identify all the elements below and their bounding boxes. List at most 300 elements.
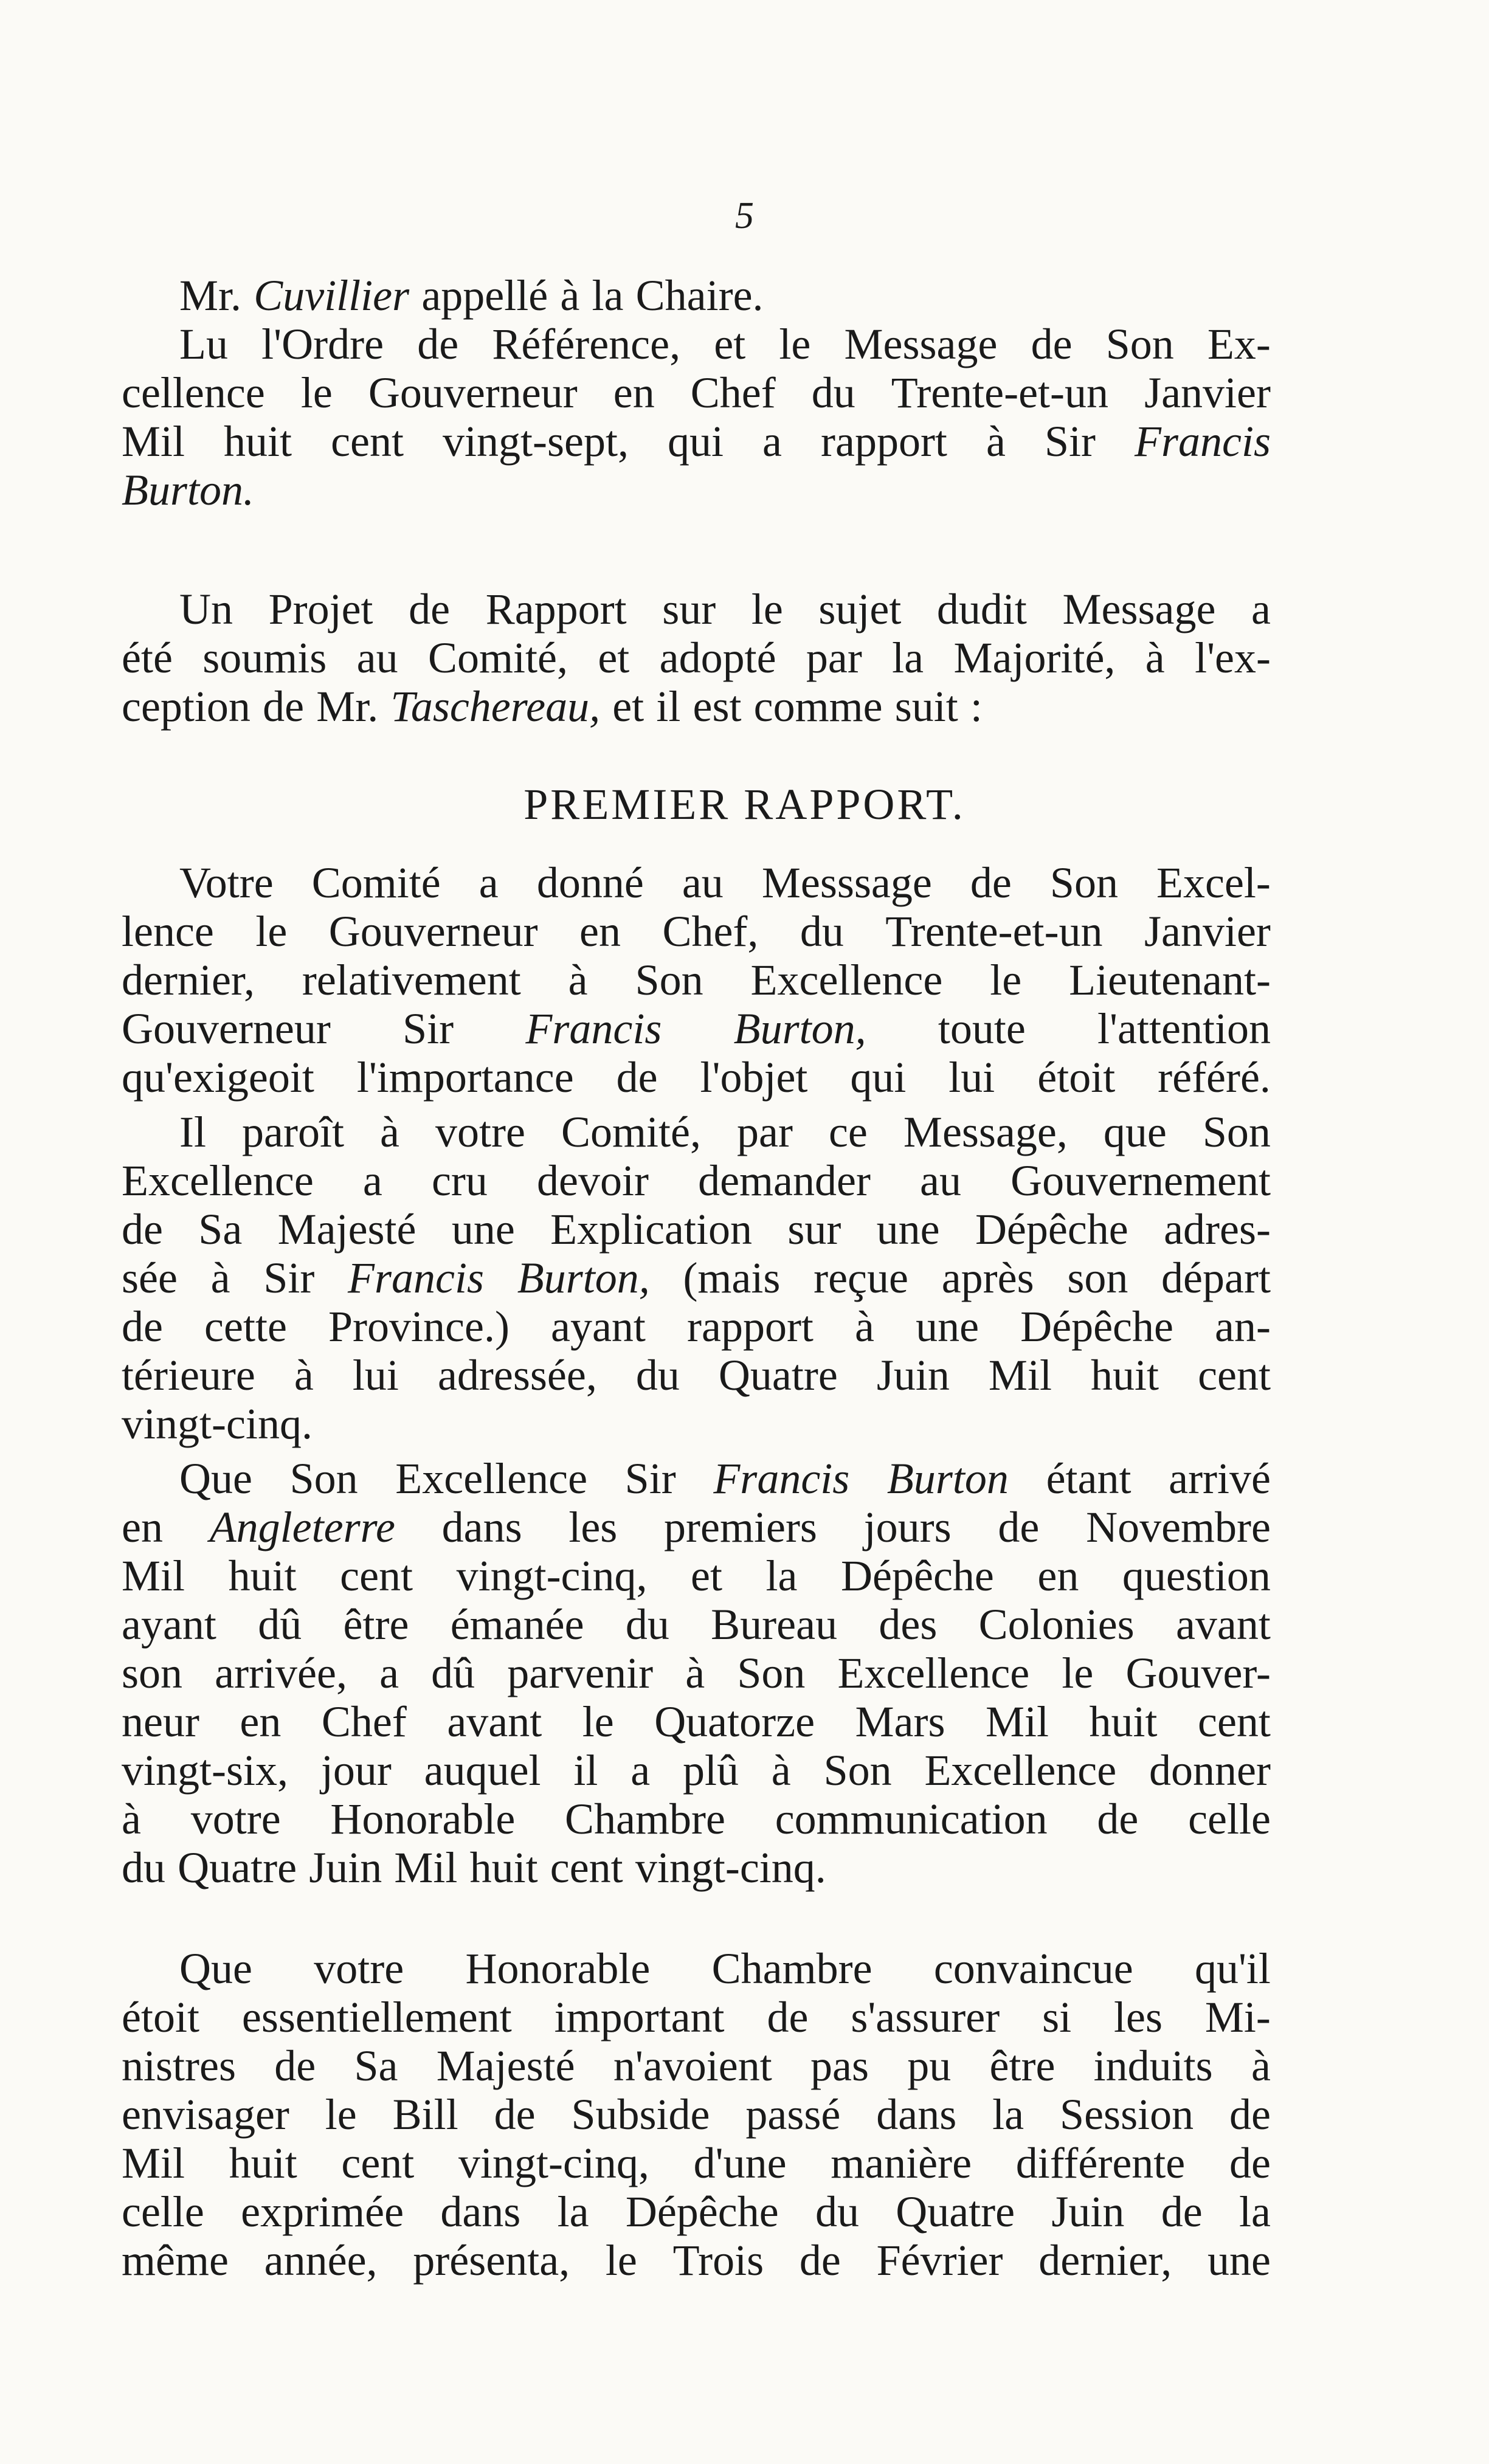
word: l'attention	[1097, 1004, 1271, 1053]
word: Dépêche	[1020, 1302, 1173, 1351]
word: Chambre	[565, 1795, 725, 1843]
word: Gouver-	[1125, 1649, 1271, 1697]
section-heading: PREMIER RAPPORT.	[523, 780, 966, 829]
text-line	[122, 907, 1271, 956]
word: à	[771, 1746, 791, 1795]
word: Majesté	[277, 1205, 416, 1254]
word: à	[855, 1302, 874, 1351]
word: est	[693, 682, 742, 731]
word: Sir	[1044, 417, 1096, 466]
word: du	[625, 1600, 669, 1649]
word: Mars	[855, 1697, 945, 1746]
text-line	[122, 1254, 1271, 1302]
word: Excellence	[924, 1746, 1117, 1795]
paragraph-committee	[122, 858, 1271, 1102]
text-line	[122, 1108, 1271, 1156]
word: Rapport	[485, 585, 627, 633]
word: jour	[320, 1746, 392, 1795]
word: jours	[863, 1503, 952, 1551]
word: Référence,	[492, 320, 681, 368]
word: a	[762, 417, 782, 466]
word: le	[990, 956, 1022, 1004]
word: le	[325, 2090, 357, 2139]
word: la	[592, 271, 624, 320]
word: Son	[1202, 1108, 1271, 1156]
word: lui	[352, 1351, 399, 1399]
word: cent	[1198, 1697, 1271, 1746]
word: dudit	[936, 585, 1027, 633]
text-line	[122, 1399, 1271, 1448]
word: Message	[1062, 585, 1216, 633]
word: Trois	[672, 2236, 764, 2285]
word: une	[1207, 2236, 1271, 2285]
word: votre	[314, 1944, 404, 1993]
word: à	[986, 417, 1006, 466]
word: vingt-six,	[122, 1746, 289, 1795]
word: reçue	[814, 1254, 908, 1302]
word: le	[779, 320, 811, 368]
word: vingt-cinq,	[456, 1551, 648, 1600]
word: cru	[431, 1156, 488, 1205]
paragraph-project	[122, 585, 1271, 731]
word: la	[992, 2090, 1024, 2139]
word: que	[1103, 1108, 1167, 1156]
word: départ	[1161, 1254, 1271, 1302]
word: sée	[122, 1254, 178, 1302]
word: Cuvillier	[254, 271, 410, 320]
word: demander	[698, 1156, 871, 1205]
word: Juin	[876, 1351, 950, 1399]
word: dans	[876, 2090, 957, 2139]
word: par	[737, 1108, 793, 1156]
word: dernier,	[122, 956, 255, 1004]
word: de	[417, 320, 459, 368]
word: Projet	[268, 585, 373, 633]
text-line	[122, 1156, 1271, 1205]
word: Majesté	[436, 2041, 575, 2090]
word: les	[1114, 1993, 1163, 2041]
word: différente	[1015, 2139, 1186, 2187]
word: présenta,	[413, 2236, 570, 2285]
word: et	[691, 1551, 723, 1600]
word: a	[1251, 585, 1271, 633]
word: du	[815, 2187, 859, 2236]
text-line	[122, 1993, 1271, 2041]
word: essentiellement	[241, 1993, 512, 2041]
word: envisager	[122, 2090, 289, 2139]
word: de	[409, 585, 451, 633]
word: Mil	[988, 1351, 1052, 1399]
word: Francis	[525, 1004, 662, 1053]
word: Comité	[311, 858, 441, 907]
word: Lieutenant-	[1069, 956, 1271, 1004]
word: à	[122, 1795, 141, 1843]
word: Excellence	[750, 956, 943, 1004]
word: adressée,	[437, 1351, 597, 1399]
word: Mil	[986, 1697, 1049, 1746]
word: de	[616, 1053, 658, 1102]
word: la	[765, 1551, 798, 1600]
word: Excellence	[395, 1454, 588, 1503]
word: une	[876, 1205, 940, 1254]
word: Burton	[886, 1454, 1009, 1503]
word: (mais	[683, 1254, 781, 1302]
word: le	[751, 585, 783, 633]
word: question	[1122, 1551, 1271, 1600]
word: qui	[850, 1053, 907, 1102]
word: Bureau	[711, 1600, 838, 1649]
word: Son	[289, 1454, 358, 1503]
text-line	[122, 1503, 1271, 1551]
word: qui	[668, 417, 724, 466]
word: votre	[435, 1108, 525, 1156]
word: la	[1239, 2187, 1271, 2236]
word: arrivé	[1169, 1454, 1271, 1503]
word: Mil	[122, 1551, 185, 1600]
word: Il	[179, 1108, 206, 1156]
word: huit	[1089, 1697, 1158, 1746]
word: Explication	[550, 1205, 753, 1254]
paragraph-explanation	[122, 1108, 1271, 1448]
text-line	[122, 1551, 1271, 1600]
word: d'une	[693, 2139, 787, 2187]
word: induits	[1093, 2041, 1213, 2090]
word: adopté	[659, 633, 776, 682]
word: manière	[831, 2139, 972, 2187]
word: devoir	[537, 1156, 649, 1205]
word: Son	[1049, 858, 1118, 907]
word: dans	[440, 2187, 521, 2236]
word: Messsage	[761, 858, 932, 907]
word: cette	[204, 1302, 287, 1351]
word: au	[356, 633, 398, 682]
word: huit	[229, 2139, 297, 2187]
word: important	[554, 1993, 725, 2041]
word: une	[916, 1302, 979, 1351]
word: parvenir	[507, 1649, 654, 1697]
word: neur	[122, 1697, 199, 1746]
word: qu'exigeoit	[122, 1053, 314, 1102]
word: a	[630, 1746, 651, 1795]
word: Que	[179, 1454, 252, 1503]
word: lui	[948, 1053, 995, 1102]
text-line	[122, 417, 1271, 466]
word: térieure	[122, 1351, 255, 1399]
word: de	[122, 1205, 163, 1254]
word: si	[1042, 1993, 1072, 2041]
text-line	[122, 858, 1271, 907]
text-line	[122, 368, 1271, 417]
word: Chambre	[711, 1944, 872, 1993]
word: l'Ordre	[261, 320, 384, 368]
word: Comité,	[427, 633, 568, 682]
word: même	[122, 2236, 229, 2285]
word: Mr.	[179, 271, 242, 320]
word: Colonies	[978, 1600, 1135, 1649]
word: cent	[550, 1843, 623, 1892]
text-line	[122, 956, 1271, 1004]
word: Quatorze	[654, 1697, 815, 1746]
word: le	[1062, 1649, 1094, 1697]
word: au	[682, 858, 724, 907]
word: Votre	[179, 858, 274, 907]
word: l'objet	[700, 1053, 808, 1102]
text-line	[122, 1205, 1271, 1254]
word: vingt-cinq.	[635, 1843, 826, 1892]
word: à	[560, 271, 580, 320]
text-line	[122, 633, 1271, 682]
word: votre	[190, 1795, 281, 1843]
text-line	[122, 271, 1271, 320]
word: de	[1229, 2139, 1271, 2187]
word: Sir	[263, 1254, 315, 1302]
word: Son	[635, 956, 703, 1004]
word: à	[210, 1254, 230, 1302]
word: vingt-cinq,	[458, 2139, 649, 2187]
text-line	[122, 682, 1271, 731]
word: une	[451, 1205, 515, 1254]
word: Majorité,	[953, 633, 1116, 682]
word: Sir	[402, 1004, 454, 1053]
text-line	[122, 2187, 1271, 2236]
word: adres-	[1164, 1205, 1271, 1254]
word: être	[989, 2041, 1055, 2090]
word: après	[941, 1254, 1034, 1302]
word: Francis	[713, 1454, 850, 1503]
word: a	[362, 1156, 382, 1205]
word: plû	[682, 1746, 739, 1795]
word: Comité,	[561, 1108, 701, 1156]
word: rapport	[687, 1302, 814, 1351]
word: n'avoient	[613, 2041, 772, 2090]
page-number: 5	[735, 195, 754, 236]
word: huit	[1091, 1351, 1159, 1399]
word: et	[714, 320, 746, 368]
word: le	[300, 368, 333, 417]
word: avant	[447, 1697, 542, 1746]
word: Son	[823, 1746, 892, 1795]
word: de	[799, 2236, 841, 2285]
word: Mr.	[316, 682, 379, 731]
word: Dépêche	[975, 1205, 1128, 1254]
word: premiers	[664, 1503, 817, 1551]
word: étant	[1046, 1454, 1131, 1503]
word: en	[122, 1503, 163, 1551]
word: à	[294, 1351, 314, 1399]
word: vingt-sept,	[443, 417, 629, 466]
word: de	[122, 1302, 163, 1351]
paragraph-conviction	[122, 1944, 1271, 2285]
word: il	[573, 1746, 598, 1795]
word: Gouverneur	[122, 1004, 331, 1053]
word: Mil	[122, 417, 185, 466]
word: et	[598, 633, 630, 682]
word: le	[582, 1697, 614, 1746]
text-line	[122, 2139, 1271, 2187]
word: de	[1097, 1795, 1139, 1843]
word: vingt-cinq.	[122, 1399, 313, 1448]
word: auquel	[424, 1746, 541, 1795]
text-line	[122, 2236, 1271, 2285]
word: suit	[894, 682, 958, 731]
word: son	[122, 1649, 183, 1697]
text-line	[122, 1351, 1271, 1399]
word: pas	[810, 2041, 869, 2090]
word: nistres	[122, 2041, 236, 2090]
word: à	[1145, 633, 1165, 682]
word: Sa	[198, 1205, 243, 1254]
word: ayant	[122, 1600, 216, 1649]
paragraph-arrival	[122, 1454, 1271, 1892]
word: Mil	[122, 2139, 185, 2187]
word: Honorable	[330, 1795, 516, 1843]
word: celle	[1188, 1795, 1271, 1843]
word: dû	[258, 1600, 302, 1649]
text-line	[122, 2090, 1271, 2139]
word: référé.	[1158, 1053, 1271, 1102]
word: les	[568, 1503, 618, 1551]
word: a	[379, 1649, 399, 1697]
word: Trente-et-un	[891, 368, 1109, 417]
word: à	[685, 1649, 705, 1697]
word: lence	[122, 907, 214, 956]
word: au	[920, 1156, 961, 1205]
word: en	[1037, 1551, 1079, 1600]
word: qu'il	[1194, 1944, 1271, 1993]
text-line	[122, 1649, 1271, 1697]
word: a	[478, 858, 499, 907]
word: ce	[828, 1108, 868, 1156]
word: du	[635, 1351, 680, 1399]
word: été	[122, 633, 173, 682]
text-line	[122, 1600, 1271, 1649]
word: de	[1161, 2187, 1203, 2236]
word: Angleterre	[209, 1503, 395, 1551]
word: Que	[179, 1944, 252, 1993]
text-line	[122, 1454, 1271, 1503]
word: appellé	[421, 271, 548, 320]
text-line	[122, 1697, 1271, 1746]
word: du	[122, 1843, 165, 1892]
paragraph-chair	[122, 271, 1271, 514]
word: Janvier	[1144, 907, 1271, 956]
text-line	[122, 1302, 1271, 1351]
word: Sa	[354, 2041, 398, 2090]
word: Francis	[348, 1254, 485, 1302]
text-line	[122, 2041, 1271, 2090]
word: Chef	[690, 368, 776, 417]
word: celle	[122, 2187, 204, 2236]
word: cent	[340, 1551, 413, 1600]
word: à	[1251, 2041, 1271, 2090]
word: Lu	[179, 320, 228, 368]
word: en	[240, 1697, 282, 1746]
word: Mil	[394, 1843, 458, 1892]
word: émanée	[450, 1600, 584, 1649]
word: Son	[737, 1649, 806, 1697]
text-line	[122, 466, 1271, 514]
word: communication	[775, 1795, 1048, 1843]
word: du	[800, 907, 844, 956]
word: Novembre	[1086, 1503, 1271, 1551]
word: Burton,	[733, 1004, 866, 1053]
word: la	[892, 633, 924, 682]
word: de	[1229, 2090, 1271, 2139]
word: Juin	[1051, 2187, 1125, 2236]
word: cent	[1198, 1351, 1271, 1399]
word: Ex-	[1207, 320, 1271, 368]
text-line	[122, 1004, 1271, 1053]
word: Gouverneur	[368, 368, 578, 417]
word: de	[263, 682, 305, 731]
word: Quatre	[896, 2187, 1015, 2236]
word: Message	[844, 320, 998, 368]
word: Trente-et-un	[885, 907, 1103, 956]
word: Francis	[1134, 417, 1271, 466]
word: des	[879, 1600, 938, 1649]
word: donné	[536, 858, 644, 907]
word: Quatre	[178, 1843, 297, 1892]
word: il	[656, 682, 681, 731]
word: Burton,	[517, 1254, 650, 1302]
word: année,	[264, 2236, 378, 2285]
word: Juin	[309, 1843, 382, 1892]
word: Chaire.	[635, 271, 764, 320]
word: de	[970, 858, 1012, 907]
word: dû	[431, 1649, 475, 1697]
text-line	[122, 585, 1271, 633]
word: arrivée,	[215, 1649, 347, 1697]
word: de	[494, 2090, 536, 2139]
word: Dépêche	[625, 2187, 779, 2236]
word: Excellence	[122, 1156, 314, 1205]
word: Chef	[321, 1697, 407, 1746]
word: sujet	[818, 585, 902, 633]
word: Excellence	[837, 1649, 1030, 1697]
word: huit	[228, 1551, 297, 1600]
word: le	[255, 907, 288, 956]
word: du	[811, 368, 855, 417]
word: l'importance	[356, 1053, 574, 1102]
word: en	[613, 368, 655, 417]
word: Message,	[903, 1108, 1068, 1156]
text-line	[122, 1053, 1271, 1102]
word: Session	[1060, 2090, 1194, 2139]
word: l'ex-	[1195, 633, 1271, 682]
word: cent	[331, 417, 404, 466]
word: donner	[1149, 1746, 1271, 1795]
word: :	[970, 682, 983, 731]
word: comme	[753, 682, 883, 731]
word: Mi-	[1204, 1993, 1271, 2041]
word: s'assurer	[851, 1993, 1000, 2041]
word: Dépêche	[841, 1551, 994, 1600]
word: exprimée	[241, 2187, 404, 2236]
word: à	[380, 1108, 399, 1156]
word: à	[568, 956, 588, 1004]
word: toute	[938, 1004, 1026, 1053]
word: étoit	[1037, 1053, 1116, 1102]
word: Burton.	[122, 466, 255, 514]
word: passé	[745, 2090, 841, 2139]
word: Excel-	[1156, 858, 1271, 907]
word: la	[557, 2187, 589, 2236]
word: de	[767, 1993, 809, 2041]
text-line	[122, 1795, 1271, 1843]
text-line	[122, 1746, 1271, 1795]
word: dernier,	[1038, 2236, 1172, 2285]
word: Chef,	[662, 907, 759, 956]
